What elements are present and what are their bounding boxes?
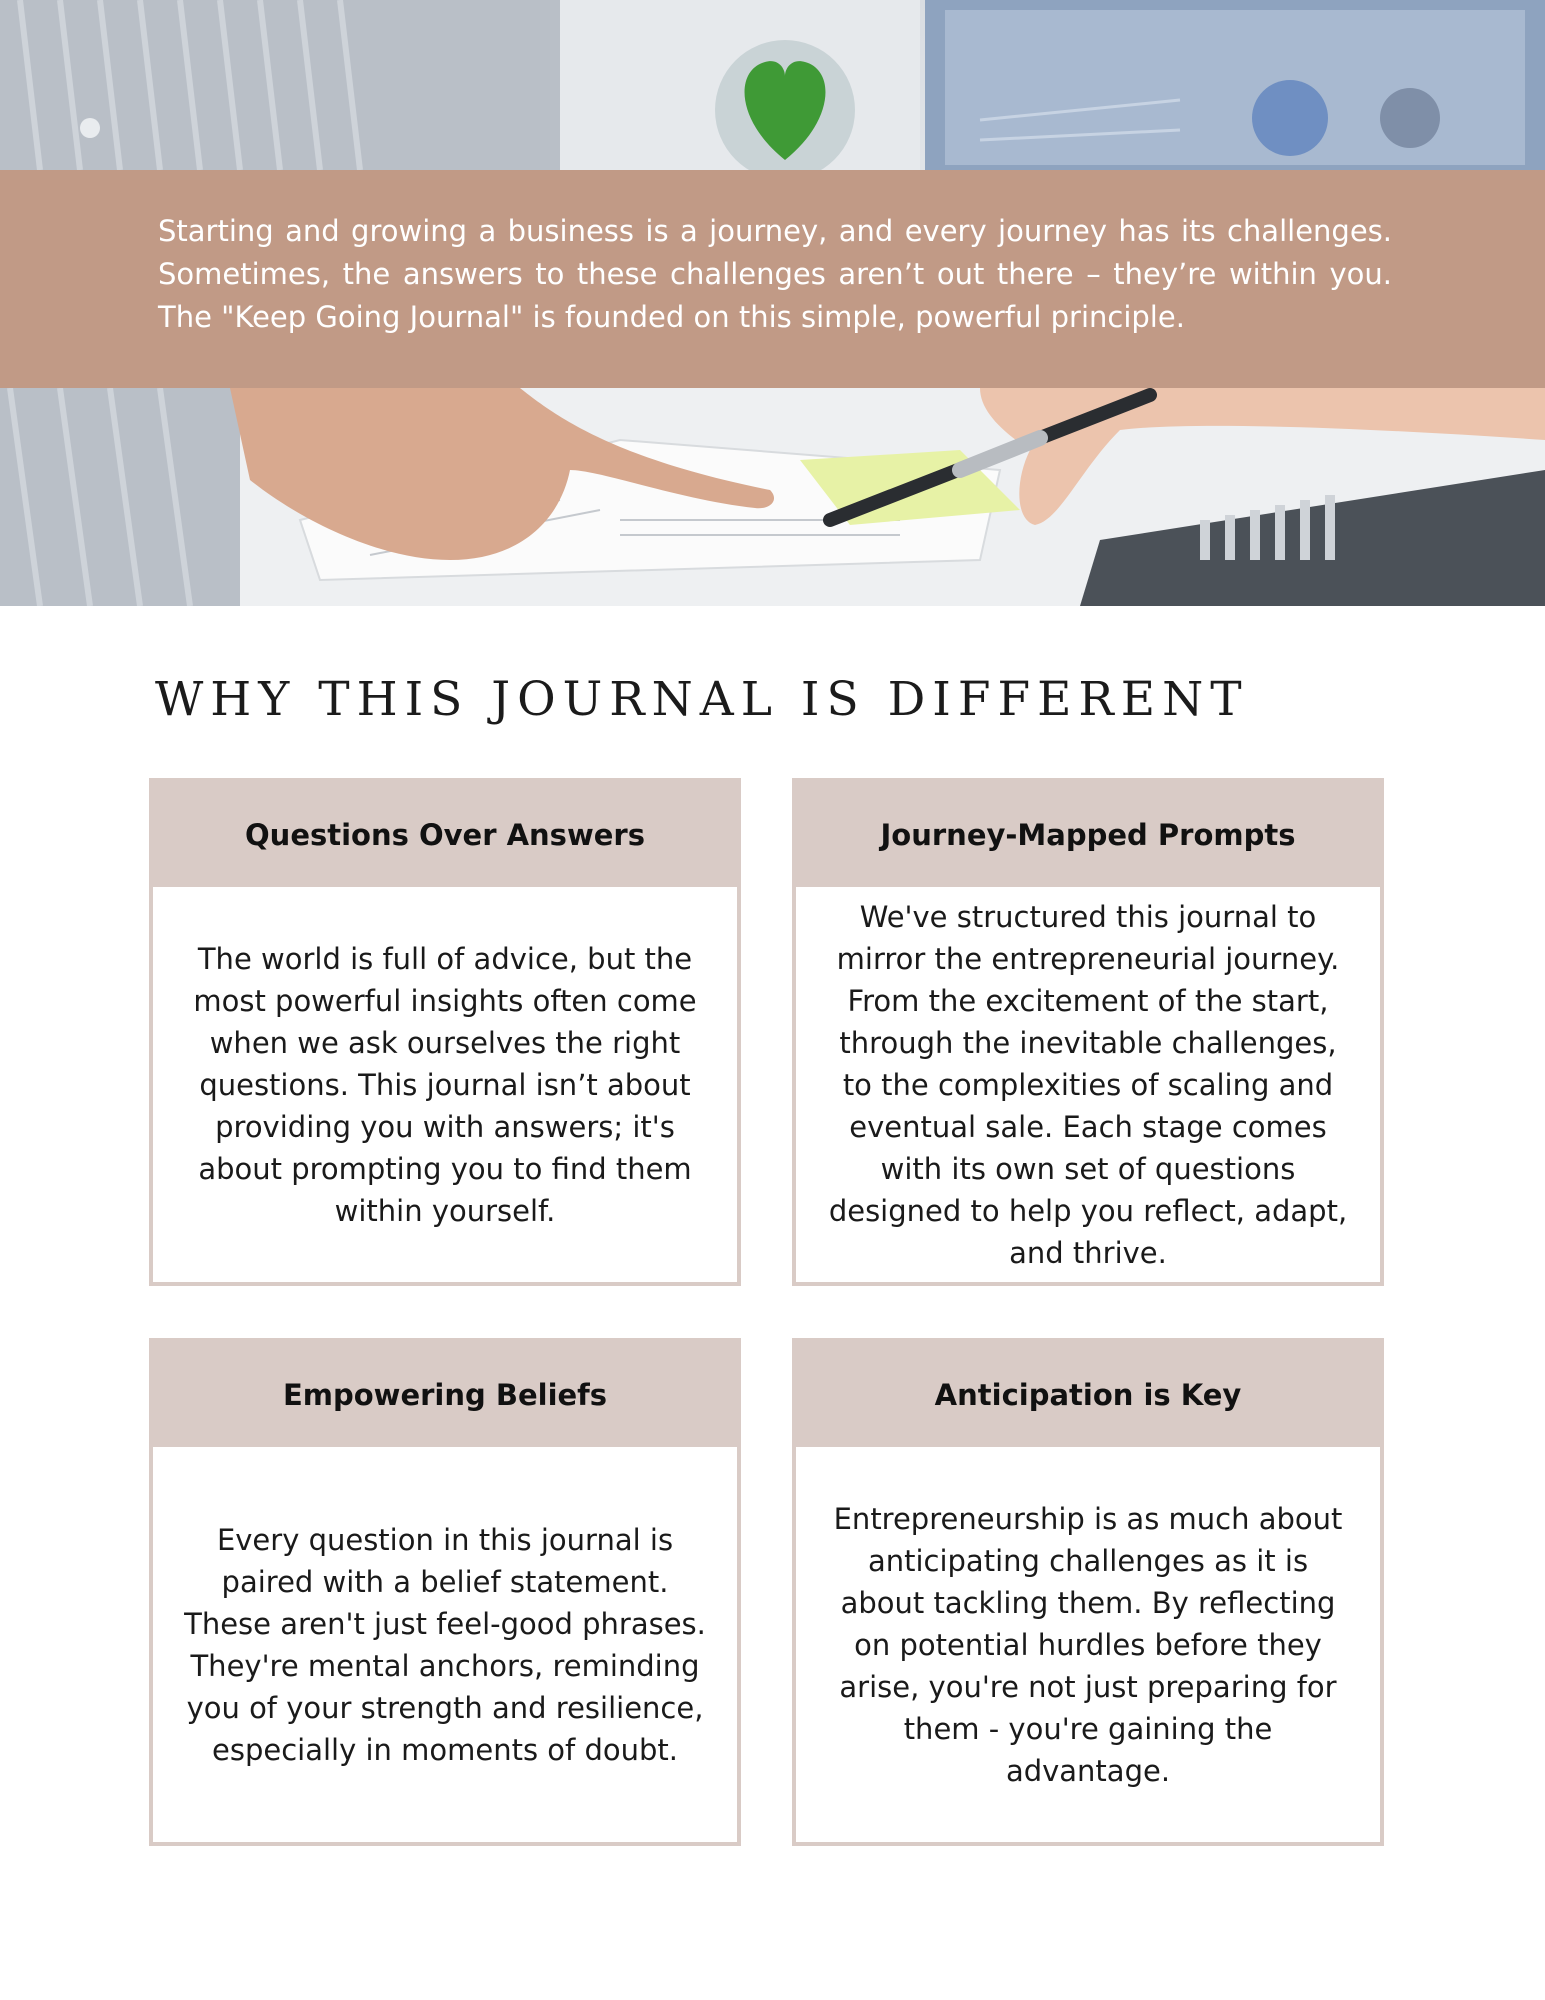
section-title: WHY THIS JOURNAL IS DIFFERENT	[155, 672, 1249, 727]
card-body: The world is full of advice, but the most powerful insights often come when we ask ourselves the right questions. This journal isn’t about providing you with answers; it's about prompting you to find them within yourself.	[193, 941, 697, 1228]
card-body: Every question in this journal is paired with a belief statement. These aren't just feel-good phrases. They're mental anchors, reminding you of your strength and resilience, especially in moments of doubt.	[184, 1522, 706, 1767]
card-anticipation-is-key	[792, 1338, 1384, 1846]
card-journey-mapped-prompts	[792, 778, 1384, 1286]
card-title: Journey-Mapped Prompts	[796, 782, 1380, 887]
intro-paragraph: Starting and growing a business is a journey, and every journey has its challenges. Sometimes, the answers to these challenges aren’t out there – they’re within you. The "Keep Going Journal" is founded on this simple, powerful principle.	[158, 214, 1392, 334]
card-title: Questions Over Answers	[153, 782, 737, 887]
card-body: We've structured this journal to mirror the entrepreneurial journey. From the excitement of the start, through the inevitable challenges, to the complexities of scaling and eventual sale. Each stage comes with its own set of questions designed to help you reflect, adapt, and thrive.	[828, 899, 1348, 1270]
card-title: Anticipation is Key	[796, 1342, 1380, 1447]
card-title: Empowering Beliefs	[153, 1342, 737, 1447]
card-empowering-beliefs	[149, 1338, 741, 1846]
card-body: Entrepreneurship is as much about anticipating challenges as it is about tackling them. By reflecting on potential hurdles before they arise, you're not just preparing for them - you're gaining the advantage.	[833, 1501, 1343, 1788]
card-questions-over-answers	[149, 778, 741, 1286]
